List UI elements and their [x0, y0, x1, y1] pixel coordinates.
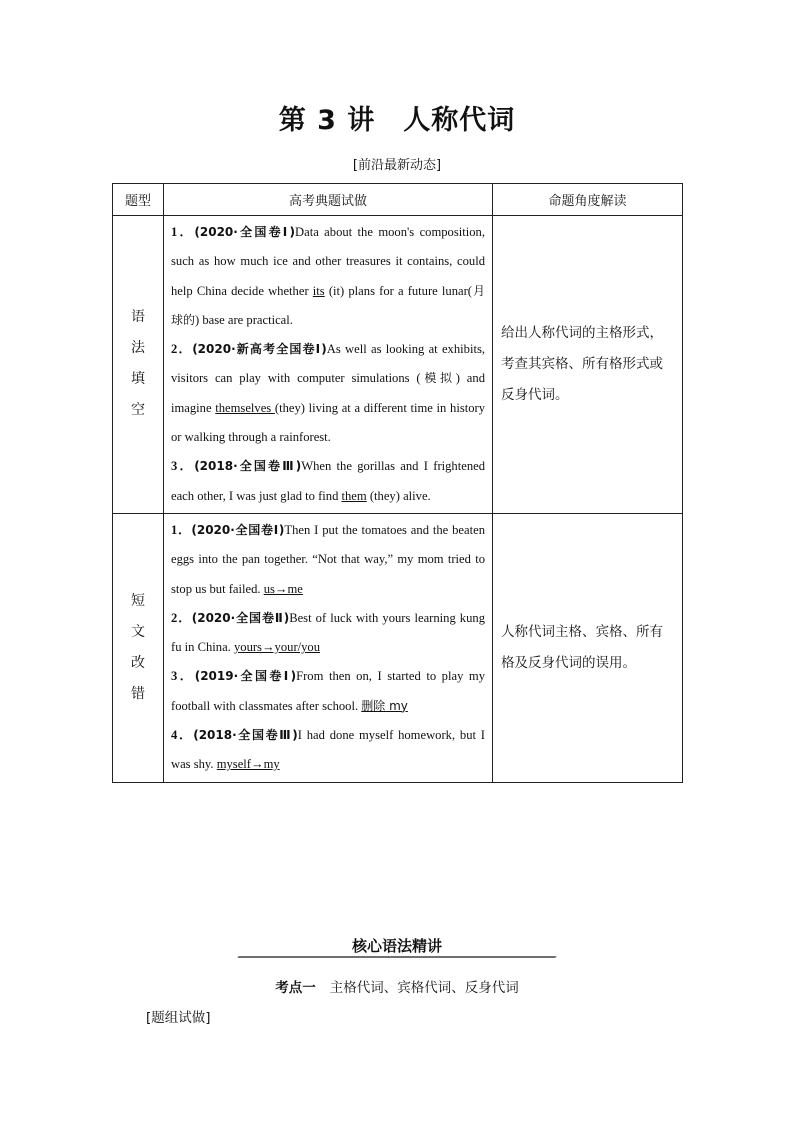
question-text: ) base are practical. [195, 312, 293, 327]
question-text: (they) alive. [366, 488, 431, 503]
section-title: 核心语法精讲 [351, 937, 442, 955]
question-number: 3． [171, 669, 195, 684]
type-char: 语 [131, 309, 145, 326]
table-header-row [113, 184, 683, 216]
question-item [171, 721, 485, 780]
correction: yours→your/you [233, 640, 321, 655]
correction: us→me [263, 581, 303, 596]
question-text: Then I put the tomatoes and the beaten eggs into the pan together. “Not that way,” my mom tried to stop us but failed. [171, 522, 485, 596]
analysis-cell: 人称代词主格、宾格、所有格及反身代词的误用。 [493, 513, 683, 782]
question-item [171, 662, 485, 721]
analysis-cell: 给出人称代词的主格形式，考查其宾格、所有格形式或反身代词。 [493, 216, 683, 514]
type-char: 法 [131, 340, 145, 357]
type-char: 错 [131, 685, 145, 702]
question-text: When the gorillas and I frightened each other, I was just glad to find [171, 459, 486, 503]
section-subtitle: [前沿最新动态] [352, 158, 442, 173]
header-questions: 高考典题试做 [164, 184, 493, 216]
question-source: (2020·全国卷Ⅱ) [191, 610, 290, 625]
question-text: Data about the moon's composition, such as how much ice and other treasures it contains, could help China decide whether [171, 225, 485, 298]
section-underline [237, 956, 557, 958]
question-item [171, 604, 485, 663]
header-analysis: 命题角度解读 [493, 184, 683, 216]
type-char: 短 [131, 592, 145, 609]
question-text: (it) plans for a future lunar( [324, 283, 472, 298]
kaodian-heading [0, 976, 794, 996]
answer-blank: them [341, 488, 367, 503]
type-char: 文 [131, 623, 145, 640]
question-source: (2020·新高考全国卷Ⅰ) [192, 342, 327, 357]
question-source: (2018·全国卷Ⅲ) [194, 459, 302, 474]
questions-cell [164, 216, 493, 514]
group-label: [题组试做] [146, 1010, 211, 1026]
question-item [171, 335, 485, 452]
type-char: 填 [131, 371, 145, 388]
question-text: Best of luck with yours learning kung fu in China. [171, 610, 485, 655]
table-row [113, 216, 683, 514]
correction: 删除 my [361, 698, 408, 713]
exam-table [112, 183, 683, 783]
question-item [171, 452, 485, 511]
kaodian-label: 考点一 [275, 980, 316, 996]
question-text: ) and imagine [171, 371, 485, 415]
header-type: 题型 [113, 184, 164, 216]
question-number: 1． [171, 522, 192, 537]
answer-blank: themselves [215, 400, 275, 415]
question-text: (they) living at a different time in history or walking through a rainforest. [171, 400, 486, 445]
table-row [113, 513, 683, 782]
kaodian-text: 主格代词、宾格代词、反身代词 [329, 980, 519, 996]
gloss-text: 模拟 [420, 371, 456, 386]
question-number: 4． [171, 728, 194, 743]
question-number: 2． [171, 342, 193, 357]
question-text: I had done myself homework, but I was shy. [171, 728, 485, 772]
type-char: 改 [131, 654, 145, 671]
answer-blank: its [312, 283, 325, 298]
questions-cell [164, 513, 493, 782]
page-title: 第 3 讲 人称代词 [278, 105, 516, 136]
question-source: (2020·全国卷Ⅰ) [194, 225, 296, 239]
correction: myself→my [216, 757, 280, 772]
question-source: (2018·全国卷Ⅲ) [193, 728, 298, 743]
question-type-cell [113, 513, 164, 782]
gloss-text: 月球的 [171, 283, 486, 327]
question-source: (2019·全国卷Ⅰ) [194, 669, 297, 684]
question-type-cell [113, 216, 164, 514]
question-source: (2020·全国卷Ⅰ) [191, 522, 285, 537]
question-item [171, 218, 485, 335]
question-number: 1． [171, 225, 195, 239]
question-text: As well as looking at exhibits, visitors can play with computer simulations ( [171, 342, 485, 386]
type-char: 空 [131, 402, 145, 419]
question-text: From then on, I started to play my football with classmates after school. [171, 669, 486, 713]
question-number: 3． [171, 459, 195, 474]
question-number: 2． [171, 610, 192, 625]
question-item [171, 516, 485, 604]
